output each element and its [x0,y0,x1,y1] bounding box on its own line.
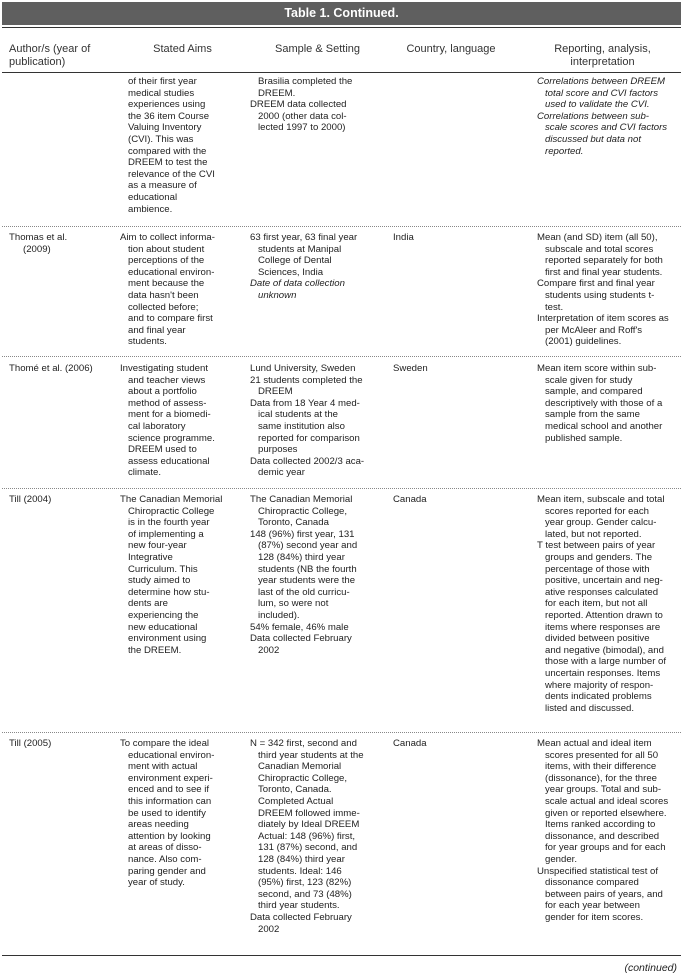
text-line: 2002 [258,644,280,656]
text-line: gender for item scores. [545,911,644,923]
text-line: is in the fourth year [128,517,210,529]
text-line: listed and discussed. [545,702,635,714]
text-line: scale scores and CVI factors [545,122,668,134]
text-line: College of Dental [258,255,332,267]
text-line: DREEM to test the [128,157,208,169]
text-line: ment with actual [128,761,198,773]
text-line: Interpretation of item scores as [537,313,669,325]
text-line: dents indicated problems [545,691,652,703]
table-bottom-rule [2,955,681,956]
text-line: 63 first year, 63 final year [250,232,358,243]
row3-reporting [537,494,679,714]
header-top-rule [2,27,681,28]
text-line: 2002 [258,923,280,935]
row2-country: Sweden [393,363,428,374]
text-line: new educational [128,621,198,633]
text-line: purposes [258,444,298,456]
text-line: students. Ideal: 146 [258,865,342,877]
text-line: Canadian Memorial [258,761,342,773]
text-line: Chiropractic College, [258,505,348,517]
text-line: 128 (84%) third year [258,551,345,563]
continued-label: (continued) [624,962,677,974]
text-line: where majority of respon- [545,679,654,691]
text-line: positive, uncertain and neg- [545,575,663,587]
text-line: total score and CVI factors [545,87,659,99]
text-line: year group. Gender calcu- [545,517,657,529]
row1-author [9,232,109,255]
text-line: this information can [128,795,212,807]
text-line: DREEM followed imme- [258,807,360,819]
text-line: dents are [128,598,169,610]
row4-sample [250,738,385,935]
text-line: as a measure of [128,180,197,192]
text-line: Investigating student [120,363,209,374]
row2-author: Thomé et al. (2006) [9,363,93,374]
text-line: enced and to see if [128,784,210,796]
text-line: the DREEM. [128,644,182,656]
text-line: students at Manipal [258,243,342,255]
text-line: Mean (and SD) item (all 50), [537,232,658,243]
text-line: Brasilia completed the [258,76,353,87]
row4-country: Canada [393,738,427,749]
text-line: scale actual and ideal scores [545,795,669,807]
text-line: N = 342 first, second and [250,738,357,749]
text-line: students (NB the fourth [258,563,357,575]
text-line: divided between positive [545,633,650,645]
text-line: test. [545,301,564,313]
row3-author: Till (2004) [9,494,52,505]
text-line: (CVI). This was [128,133,194,145]
text-line: tion about student [128,243,205,255]
text-line: science programme. [128,432,215,444]
text-line: ical students at the [258,409,338,421]
header-bottom-rule [2,72,681,73]
text-line: attention by looking [128,830,211,842]
text-line: first and final year students. [545,266,663,278]
text-line: cal laboratory [128,420,186,432]
text-line: Data collected February [250,633,352,645]
text-line: per McAleer and Roff's [545,324,643,336]
text-line: ative responses calculated [545,586,659,598]
text-line: and negative (bimodal), and [545,644,664,656]
text-line: data hasn't been [128,289,199,301]
text-line: Correlations between sub- [537,110,649,122]
text-line: unknown [258,289,297,301]
text-line: climate. [128,467,162,479]
text-line: new four-year [128,540,187,552]
text-line: included). [258,609,300,621]
text-line: Mean item, subscale and total [537,494,665,505]
text-line: groups and genders. The [545,551,653,563]
row2-reporting [537,363,679,444]
text-line: Lund University, Sweden [250,363,356,374]
row1-aims [120,232,245,348]
text-line: medical school and another [545,420,663,432]
text-line: items where responses are [545,621,661,633]
text-line: Aim to collect informa- [120,232,215,243]
text-line: Curriculum. This [128,563,198,575]
text-line: those with a large number of [545,656,667,668]
text-line: (87%) second year and [258,540,358,552]
table-title: Table 1. Continued. [2,2,681,25]
text-line: DREEM [258,386,293,398]
text-line: second, and 73 (48%) [258,888,352,900]
text-line: sample from the same [545,409,640,421]
text-line: items, with their difference [545,761,657,773]
text-line: ment because the [128,278,205,290]
text-line: Integrative [128,551,173,563]
text-line: third year students. [258,900,340,912]
text-line: Valuing Inventory [128,122,202,134]
text-line: Mean actual and ideal item [537,738,652,749]
text-line: ambience. [128,203,173,215]
text-line: gender. [545,853,578,865]
text-line: DREEM data collected [250,99,347,111]
text-line: subscale and total scores [545,243,654,255]
text-line: 21 students completed the [250,374,363,386]
row4-reporting [537,738,679,924]
text-line: environment experi- [128,772,213,784]
text-line: collected before; [128,301,199,313]
text-line: educational environ- [128,266,215,278]
text-line: Data from 18 Year 4 med- [250,397,360,409]
text-line: DREEM used to [128,444,197,456]
text-line: published sample. [545,432,623,444]
text-line: experiences using [128,99,206,111]
text-line: Sciences, India [258,266,324,278]
text-line: scores reported for each [545,505,649,517]
row4-aims [120,738,245,889]
text-line: Actual: 148 (96%) first, [258,830,356,842]
text-line: students using students t- [545,289,655,301]
header-country: Country, language [406,43,496,55]
text-line: Correlations between DREEM [537,76,665,87]
text-line: dissonance, and described [545,830,660,842]
row3-country: Canada [393,494,427,505]
text-line: for year groups and for each [545,842,666,854]
text-line: 2000 (other data col- [258,110,347,122]
text-line: Mean item score within sub- [537,363,657,374]
text-line: Items ranked according to [545,819,656,831]
text-line: Compare first and final year [537,278,655,290]
text-line: T test between pairs of year [537,540,656,552]
text-line: the 36 item Course [128,110,210,122]
text-line: reported separately for both [545,255,663,267]
text-line: last of the old curricu- [258,586,350,598]
text-line: dissonance compared [545,877,639,889]
text-line: relevance of the CVI [128,168,215,180]
row0-aims [120,76,253,215]
text-line: Thomas et al. [9,232,68,243]
header-aims: Stated Aims [153,43,212,55]
text-line: lated, but not reported. [545,528,642,540]
text-line: reported. [545,145,584,157]
text-line: Toronto, Canada [258,517,329,529]
row1-country: India [393,232,414,243]
text-line: of implementing a [128,528,204,540]
text-line: students. [128,336,167,348]
row-separator [2,226,681,227]
text-line: determine how stu- [128,586,210,598]
text-line: study aimed to [128,575,191,587]
text-line: percentage of those with [545,563,650,575]
text-line: be used to identify [128,807,206,819]
text-line: and final year [128,324,186,336]
text-line: educational [128,191,178,203]
text-line: Data collected 2002/3 aca- [250,455,365,467]
text-line: used to validate the CVI. [545,99,650,111]
text-line: paring gender and [128,865,206,877]
row3-sample [250,494,385,656]
text-line: third year students at the [258,749,364,761]
text-line: The Canadian Memorial [120,494,223,505]
row1-sample [250,232,385,302]
text-line: scores presented for all 50 [545,749,659,761]
text-line: method of assess- [128,397,207,409]
text-line: year students were the [258,575,356,587]
text-line: year groups. Total and sub- [545,784,662,796]
header-sample: Sample & Setting [275,43,360,55]
text-line: for each year between [545,900,640,912]
text-line: reported for comparison [258,432,360,444]
text-line: (dissonance), for the three [545,772,657,784]
header-reporting: Reporting, analysis, interpretation [554,43,651,68]
text-line: To compare the ideal [120,738,210,749]
row4-author: Till (2005) [9,738,52,749]
text-line: nance. Also com- [128,853,202,865]
text-line: environment using [128,633,207,645]
text-line: lected 1997 to 2000) [258,122,346,134]
text-line: assess educational [128,455,210,467]
text-line: between pairs of years, and [545,888,663,900]
text-line: reported. Attention drawn to [545,609,663,621]
row3-aims [120,494,245,656]
text-line: 128 (84%) third year [258,853,345,865]
text-line: of their first year [128,76,197,87]
text-line: year of study. [128,877,185,889]
text-line: 54% female, 46% male [250,621,349,633]
text-line: perceptions of the [128,255,205,267]
row-separator [2,732,681,733]
row0-sample [250,76,385,134]
header-author: Author/s (year of publication) [9,43,91,68]
text-line: areas needing [128,819,189,831]
text-line: at areas of disso- [128,842,202,854]
text-line: sample, and compared [545,386,643,398]
text-line: DREEM. [258,87,296,99]
row1-reporting [537,232,679,348]
text-line: 131 (87%) second, and [258,842,358,854]
text-line: scale given for study [545,374,633,386]
text-line: given or reported elsewhere. [545,807,667,819]
text-line: same institution also [258,420,345,432]
text-line: (95%) first, 123 (82%) [258,877,352,889]
text-line: medical studies [128,87,195,99]
text-line: for each item, but not all [545,598,648,610]
text-line: Date of data collection [250,278,345,290]
text-line: experiencing the [128,609,199,621]
text-line: Completed Actual [258,795,334,807]
text-line: educational environ- [128,749,215,761]
row0-reporting [537,76,679,157]
text-line: uncertain responses. Items [545,667,661,679]
text-line: and teacher views [128,374,206,386]
text-line: The Canadian Memorial [250,494,353,505]
text-line: Toronto, Canada. [258,784,332,796]
text-line: 148 (96%) first year, 131 [250,528,355,540]
text-line: Chiropractic College [128,505,215,517]
row2-sample [250,363,385,479]
text-line: (2009) [23,243,51,255]
text-line: lum, so were not [258,598,329,610]
text-line: discussed but data not [545,133,642,145]
row2-aims [120,363,245,479]
text-line: demic year [258,467,305,479]
text-line: compared with the [128,145,207,157]
text-line: diately by Ideal DREEM [258,819,360,831]
row-separator [2,356,681,357]
text-line: ment for a biomedi- [128,409,211,421]
text-line: descriptively with those of a [545,397,663,409]
text-line: (2001) guidelines. [545,336,622,348]
text-line: Data collected February [250,911,352,923]
row-separator [2,488,681,489]
text-line: and to compare first [128,313,213,325]
text-line: Chiropractic College, [258,772,348,784]
text-line: about a portfolio [128,386,197,398]
text-line: Unspecified statistical test of [537,865,659,877]
